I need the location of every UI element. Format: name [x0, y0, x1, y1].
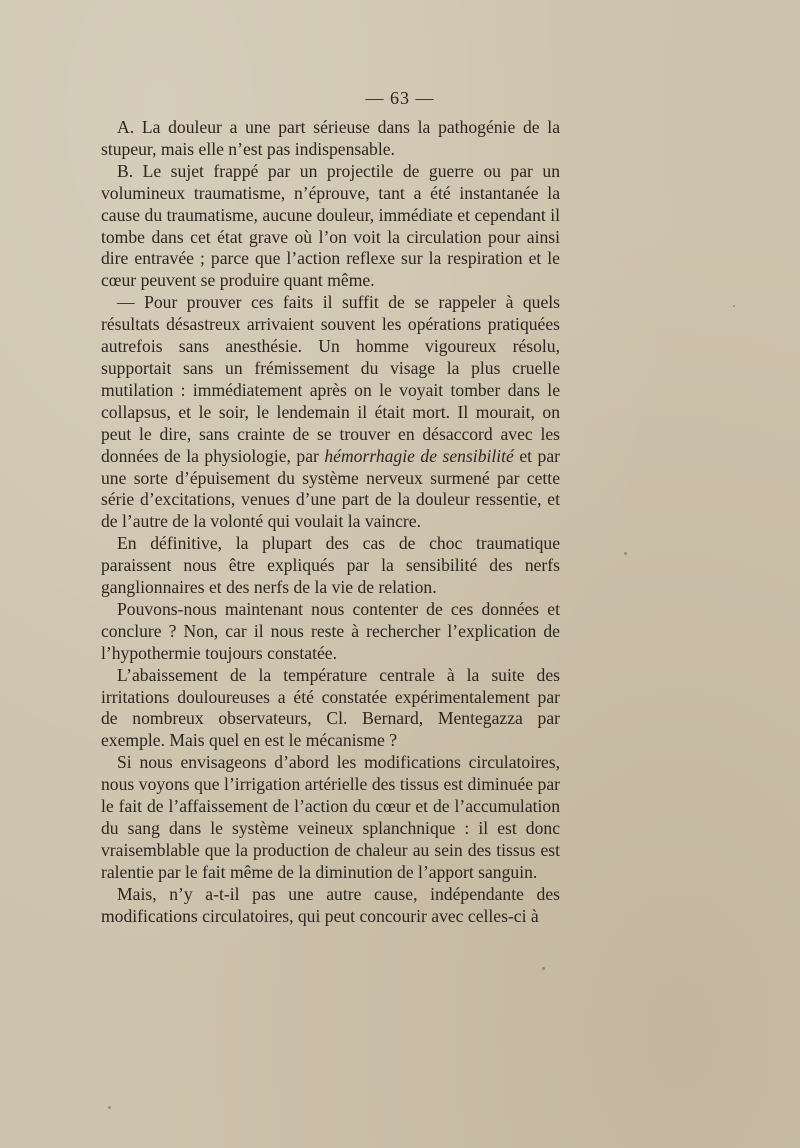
paragraph-question: Pouvons-nous maintenant nous contenter de ces données et conclure ? Non, car il nous reste à rechercher l’explication de l’hypothermie toujours constatée. — [101, 598, 560, 663]
paragraph-other-cause: Mais, n’y a-t-il pas une autre cause, indépendante des modifications circulatoires, qui peut concourir avec celles-ci à — [101, 883, 560, 926]
paper-speck — [733, 305, 735, 307]
paragraph-a: A. La douleur a une part sérieuse dans la pathogénie de la stupeur, mais elle n’est pas indispensable. — [101, 117, 560, 159]
body-text — [101, 117, 560, 928]
paragraph-circulation: Si nous envisageons d’abord les modifications circulatoires, nous voyons que l’irrigation artérielle des tissus est diminuée par le fait de l’affaissement de l’action du cœur et de l’accumulation du sang dans le système veineux splanchnique : il est donc vraisemblable que la production de chaleur au sein des tissus est ralentie par le fait même de la diminution de l’apport sanguin. — [101, 752, 560, 882]
paragraph-proof-text-1: — Pour prouver ces faits il suffit de se rappeler à quels résultats désastreux arrivaient souvent les opérations pratiquées autrefois sans anesthésie. Un homme vigoureux résolu, supportait sans un frémissement du visage la plus cruelle mutilation : immédiatement après on le voyait tomber dans le collapsus, et le soir, le lendemain il était mort. Il mourait, on peut le dire, sans crainte de se trouver en désaccord avec les données de la physiologie, par — [101, 292, 560, 466]
paragraph-proof-text-2: et par une sorte d’épuisement du système nerveux surmené par cette série d’excitations, venues d’une part de la douleur ressentie, et de l’autre de la volonté qui voulait la vaincre. — [101, 445, 560, 532]
paragraph-definitive: En définitive, la plupart des cas de choc traumatique paraissent nous être expliqués par la sensibilité des nerfs ganglionnaires et des nerfs de la vie de relation. — [101, 533, 560, 598]
paragraph-b: B. Le sujet frappé par un projectile de guerre ou par un volumineux traumatisme, n’éprouve, tant a été instantanée la cause du traumatisme, aucune douleur, immédiate et cependant il tombe dans cet état grave où l’on voit la circulation pour ainsi dire entravée ; parce que l’action reflexe sur la respiration et le cœur peuvent se produire quant même. — [101, 160, 560, 291]
paper-speck — [108, 1106, 111, 1109]
italic-term: hémorrhagie de sensibilité — [324, 445, 514, 466]
paper-speck — [624, 552, 627, 555]
paper-speck — [542, 967, 545, 970]
paragraph-temperature: L’abaissement de la température centrale à la suite des irritations douloureuses a été constatée expérimentalement par de nombreux observateurs, Cl. Bernard, Mentegazza par exemple. Mais quel en est le mécanisme ? — [101, 664, 560, 751]
page-number: — 63 — — [365, 88, 435, 108]
paragraph-proof — [101, 292, 560, 533]
